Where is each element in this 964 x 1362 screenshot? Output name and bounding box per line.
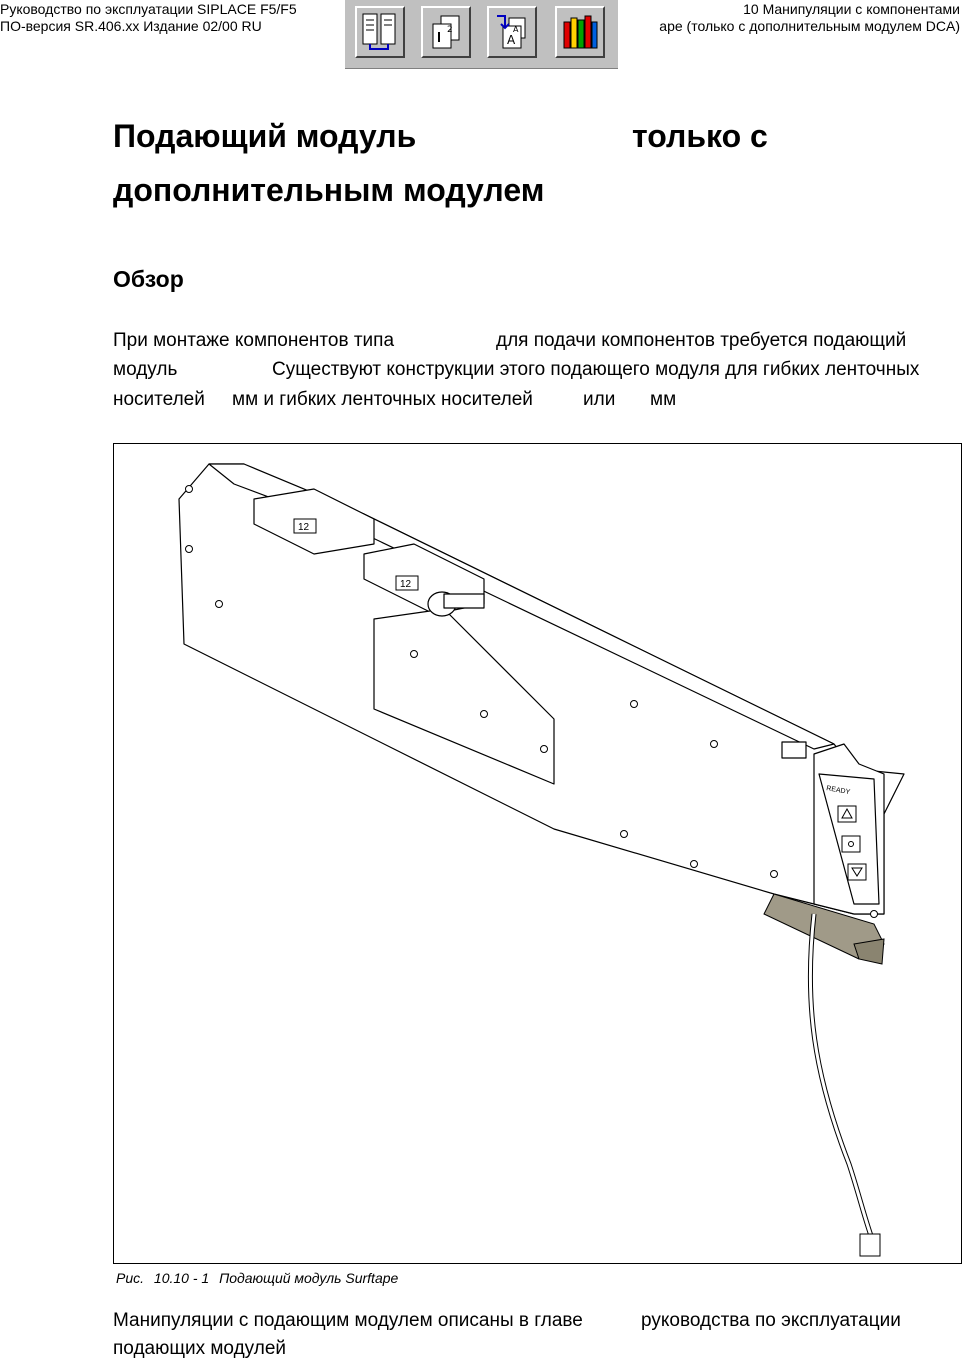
contents-button[interactable] bbox=[355, 6, 405, 58]
figure-frame bbox=[113, 443, 962, 1264]
svg-text:A: A bbox=[507, 33, 516, 47]
search-icon bbox=[493, 12, 531, 52]
page-title-continuation: только с bbox=[632, 118, 768, 154]
section-heading: Обзор bbox=[113, 266, 184, 292]
header-chapter: 10 Манипуляции с компонентами bbox=[743, 1, 960, 17]
ready-indicator-label: READY bbox=[825, 785, 851, 797]
navigation-toolbar bbox=[345, 0, 618, 69]
header-version: ПО-версия SR.406.xx Издание 02/00 RU bbox=[0, 18, 262, 34]
library-button[interactable] bbox=[555, 6, 605, 58]
page-title-line2: дополнительным модулем bbox=[113, 172, 545, 208]
svg-text:A: A bbox=[513, 25, 519, 34]
header-manual-title: Руководство по эксплуатации SIPLACE F5/F5 bbox=[0, 1, 297, 17]
figure-caption bbox=[116, 1270, 404, 1286]
paragraph-text: При монтаже компонентов типа bbox=[113, 330, 395, 351]
footer-text: подающих модулей bbox=[113, 1338, 287, 1359]
footer-text: руководства по эксплуатации bbox=[641, 1310, 901, 1331]
pages-icon bbox=[427, 12, 465, 52]
feeder-module-illustration bbox=[114, 444, 963, 1265]
header-section: аре (только с дополнительным модулем DCA) bbox=[659, 18, 960, 34]
caption-prefix: Рис. bbox=[116, 1270, 145, 1286]
tape-width-label: 12 bbox=[400, 579, 412, 590]
footer-text: Манипуляции с подающим модулем описаны в главе bbox=[113, 1310, 583, 1331]
caption-text: Подающий модуль Surftape bbox=[219, 1270, 399, 1286]
pages-button[interactable] bbox=[421, 6, 471, 58]
paragraph-text: носителей bbox=[113, 389, 205, 410]
caption-number: 10.10 - 1 bbox=[153, 1270, 210, 1286]
page-title: Подающий модуль bbox=[113, 118, 417, 154]
paragraph-text: Существуют конструкции этого подающего модуля для гибких ленточных bbox=[272, 359, 920, 380]
paragraph-text: модуль bbox=[113, 359, 178, 380]
tape-width-label: 12 bbox=[298, 522, 310, 533]
paragraph-text: для подачи компонентов требуется подающий bbox=[496, 330, 907, 351]
paragraph-text: мм и гибких ленточных носителей bbox=[232, 389, 533, 410]
paragraph-text: или bbox=[583, 389, 616, 410]
find-button[interactable] bbox=[487, 6, 537, 58]
paragraph-text: мм bbox=[650, 389, 677, 410]
contents-icon bbox=[361, 12, 399, 52]
svg-text:2: 2 bbox=[447, 25, 453, 35]
library-icon bbox=[561, 12, 599, 52]
